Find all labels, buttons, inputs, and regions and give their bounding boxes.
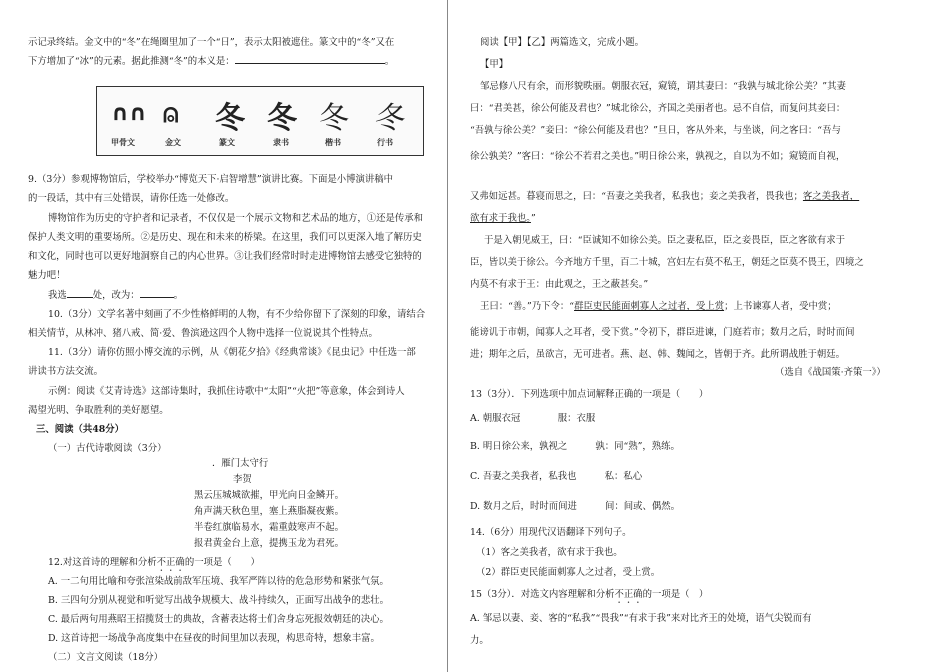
- q14-item-2: （2）群臣吏民能面刺寡人之过者，受上赏。: [476, 567, 661, 578]
- jia-line11: 能谤讥于市朝，闻寡人之耳者，受下赏。”令初下，群臣进谏，门庭若市；数月之后，时时而间: [470, 327, 855, 338]
- q9-line2: 的一段话，其中有三处错误，请你任选一处修改。: [28, 193, 235, 204]
- section3-heading: 三、阅读（共48分）: [36, 424, 125, 435]
- q9-fix-blank[interactable]: [140, 287, 174, 298]
- glyph-label-running: 行书: [377, 138, 393, 147]
- q15-stem: 15（3分）．对选文内容理解和分析不正确的一项是（ ）: [470, 589, 709, 600]
- jia-underlined-sentence: 客之美我者，: [802, 191, 860, 202]
- jia-line9: 内莫不有求于王：由此观之，王之蔽甚矣。”: [470, 279, 649, 290]
- q12-option-b[interactable]: B. 三四句分别从视觉和听觉写出战争规模大、战斗持续久，正面写出战争的悲壮。: [48, 595, 389, 606]
- jia-line6: 欲有求于我也。”: [470, 213, 536, 224]
- poetry-subheading: （一）古代诗歌阅读（3分）: [48, 443, 167, 454]
- poem-line-4: 报君黄金台上意，提携玉龙为君死。: [194, 538, 345, 549]
- q12-stem: 12.对这首诗的理解和分析不正确的一项是（ ）: [48, 557, 260, 568]
- glyph-label-oracle: 甲骨文: [111, 138, 135, 147]
- glyph-label-regular: 楷书: [325, 138, 341, 147]
- q9-line1: 9.（3分）参观博物馆后，学校举办“博览天下·启智增慧”演讲比赛。下面是小博演讲稿中: [28, 174, 393, 185]
- jia-line7: 于是入朝见威王，曰：“臣诚知不如徐公美。臣之妻私臣，臣之妾畏臣，臣之客欲有求于: [484, 235, 846, 246]
- q9-para-line2: 保护人类文明的重要场所。②是历史、现在和未来的桥梁。在这里，我们可以更深入地了解历史: [28, 232, 422, 243]
- poem-line-2: 角声满天秋色里，塞上燕脂凝夜紫。: [194, 506, 345, 517]
- column-divider: [447, 0, 448, 672]
- q12-option-a[interactable]: A. 一二句用比喻和夸张渲染战前敌军压境、我军严阵以待的危急形势和紧张气氛。: [48, 576, 389, 587]
- glyph-label-seal: 篆文: [219, 138, 235, 147]
- poem-line-3: 半卷红旗临易水，霜重鼓寒声不起。: [194, 522, 345, 533]
- q9-para-line4: 魅力吧！: [28, 270, 66, 281]
- running-glyph: 冬: [373, 101, 403, 136]
- poem-line-1: 黑云压城城欲摧，甲光向日金鳞开。: [194, 490, 345, 501]
- jia-line3: “吾孰与徐公美？”妾曰：“徐公何能及君也？”旦日，客从外来，与坐谈，问之客曰：“吾与: [470, 125, 841, 136]
- poem-author: 李贺: [233, 474, 252, 485]
- jia-source: （选自《战国策·齐策一》）: [775, 367, 886, 378]
- q15-option-a-line1[interactable]: A. 邹忌以妻、妾、客的“私我”“畏我”“有求于我”来对比齐王的处境，语气尖锐而有: [470, 613, 812, 624]
- reading-intro: 阅读【甲】【乙】两篇选文，完成小题。: [480, 37, 645, 48]
- glyph-label-bronze: 金文: [165, 138, 181, 147]
- q8-answer-blank[interactable]: [235, 53, 385, 64]
- q10-line1: 10.（3分）文学名著中刻画了不少性格鲜明的人物，有不少给你留下了深刻的印象，请结合: [48, 309, 426, 320]
- q12-option-d[interactable]: D. 这首诗把一场战争高度集中在昼夜的时间里加以表现，构思奇特，想象丰富。: [48, 633, 380, 644]
- q13-option-b[interactable]: B. 明日徐公来，孰视之 孰：同“熟”，熟练。: [470, 441, 680, 452]
- q11-line1: 11.（3分）请你仿照小博交流的示例，从《朝花夕拾》《经典常谈》《昆虫记》中任选一部: [48, 347, 416, 358]
- jia-line8: 臣，皆以美于徐公。今齐地方千里，百二十城，宫妇左右莫不私王，朝廷之臣莫不畏王，四境之: [470, 257, 864, 268]
- jia-line12: 进；期年之后，虽欲言，无可进者。燕、赵、韩、魏闻之，皆朝于齐。此所谓战胜于朝廷。: [470, 349, 846, 360]
- classical-subheading: （二）文言文阅读（18分）: [48, 652, 164, 663]
- q10-line2: 相关情节，从林冲、猪八戒、简·爱、鲁滨逊这四个人物中选择一位说说其个性特点。: [28, 328, 378, 339]
- q11-example-line1: 示例：阅读《艾青诗选》这部诗集时，我抓住诗歌中“太阳”“火把”等意象，体会到诗人: [48, 386, 405, 397]
- q13-option-d[interactable]: D. 数月之后，时时而间进 间：间或、偶然。: [470, 501, 681, 512]
- bronze-glyph: ⍝: [163, 99, 179, 129]
- q9-answer-line: 我选 处，改为： 。: [48, 285, 183, 306]
- q13-option-c[interactable]: C. 吾妻之美我者，私我也 私：私心: [470, 471, 643, 482]
- q15-option-a-line2: 力。: [470, 635, 489, 646]
- q13-option-a[interactable]: A. 朝服衣冠 服：衣服: [470, 413, 596, 424]
- q11-line2: 讲读书方法交流。: [28, 366, 104, 377]
- jia-underlined-decree: 群臣吏民能面刺寡人之过者，受上赏: [574, 301, 725, 312]
- text-jia-label: 【甲】: [480, 59, 509, 70]
- q14-item-1: （1）客之美我者，欲有求于我也。: [476, 547, 623, 558]
- jia-line4: 徐公孰美？”客曰：“徐公不若君之美也。”明日徐公来，孰视之，自以为不如；窥镜而自视，: [470, 151, 846, 162]
- q12-option-c[interactable]: C. 最后两句用燕昭王招揽贤士的典故，含蓄表达将士们舍身忘死报效朝廷的决心。: [48, 614, 389, 625]
- q14-stem: 14.（6分）用现代汉语翻译下列句子。: [470, 527, 632, 538]
- q13-stem: 13（3分）．下列选项中加点词解释正确的一项是（ ）: [470, 389, 709, 400]
- jia-line5: 又弗如远甚。暮寝而思之，曰：“吾妻之美我者，私我也；妾之美我者，畏我也；客之美我者，: [470, 191, 860, 202]
- poem-title: ．雁门太守行: [212, 458, 269, 469]
- regular-glyph: 冬: [319, 101, 349, 136]
- glyph-label-clerical: 隶书: [273, 138, 289, 147]
- seal-glyph: 冬: [215, 101, 245, 136]
- q9-para-line1: 博物馆作为历史的守护者和记录者，不仅仅是一个展示文物和艺术品的地方，①还是传承和: [48, 213, 424, 224]
- jia-line1: 邹忌修八尺有余，而形貌昳丽。朝服衣冠，窥镜，谓其妻曰：“我孰与城北徐公美？”其妻: [480, 81, 846, 92]
- winter-glyph-evolution: [96, 86, 424, 156]
- clerical-glyph: 冬: [267, 101, 297, 136]
- jia-line10: 王曰：“善。”乃下令：“群臣吏民能面刺寡人之过者，受上赏；上书谏寡人者，受中赏；: [480, 301, 837, 312]
- q8-text-line2: 下方增加了“冰”的元素。据此推测“冬”的本义是： 。: [28, 51, 394, 72]
- q8-text-line1: 示记录终结。金文中的“冬”在绳圈里加了一个“日”，表示太阳被遮住。篆文中的“冬”又在: [28, 37, 395, 48]
- q11-example-line2: 渴望光明、争取胜利的美好愿望。: [28, 405, 169, 416]
- q9-para-line3: 和文化，同时也可以更好地洞察自己的内心世界。③让我们经常时时走进博物馆去感受它独特的: [28, 251, 422, 262]
- q9-choice-blank[interactable]: [67, 287, 93, 298]
- oracle-bone-glyph: ∩∩: [111, 101, 147, 126]
- jia-line2: 曰：“君美甚，徐公何能及君也？”城北徐公，齐国之美丽者也。忌不自信，而复问其妾曰：: [470, 103, 846, 114]
